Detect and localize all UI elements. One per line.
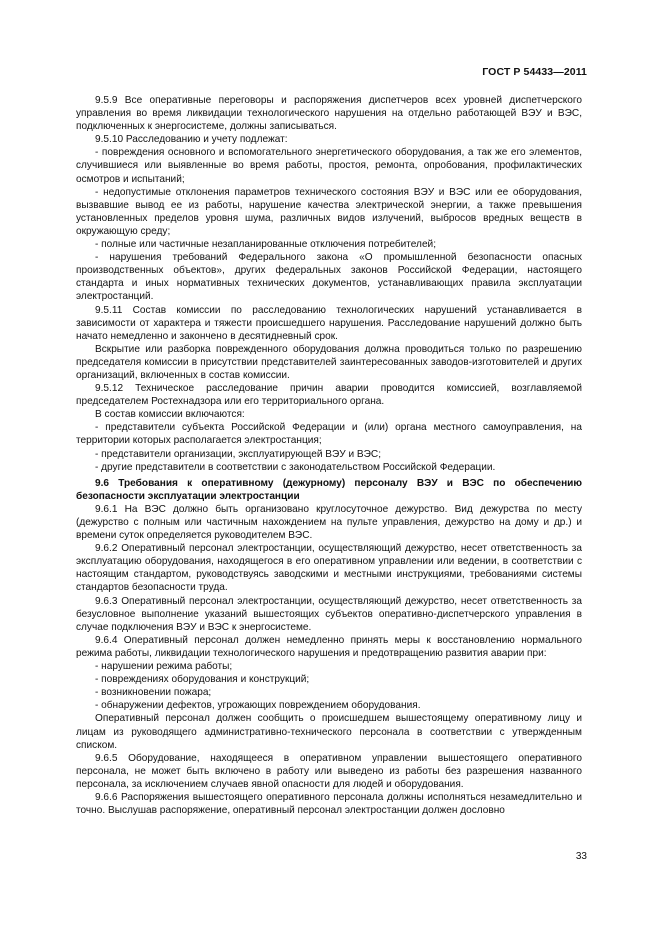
- list-item: - повреждения основного и вспомогательного энергетического оборудования, а так же его элементов, случившиеся или выявленные во время работы, простоя, ремонта, опробования, профилактических осмотров и испытаний;: [76, 147, 582, 185]
- page-body: [76, 94, 582, 817]
- list-item: - обнаружении дефектов, угрожающих повреждением оборудования.: [95, 700, 421, 712]
- list-item: - недопустимые отклонения параметров технического состояния ВЭУ и ВЭС или ее оборудования, вызвавшие вывод ее из работы, нарушение качества электрической энергии, а также превышения установленных пределов уровня шума, различных видов излучений, выбросов вредных веществ в окружающую среду;: [76, 186, 582, 237]
- list-item: - возникновении пожара;: [95, 687, 212, 699]
- paragraph: 9.6.4 Оперативный персонал должен немедленно принять меры к восстановлению нормального режима работы, ликвидации технологического нарушения и предотвращению развития аварии при:: [76, 634, 582, 659]
- paragraph: 9.5.12 Техническое расследование причин аварии проводится комиссией, возглавляемой председателем Ростехнадзора или его территориального органа.: [76, 383, 582, 408]
- list-item: - нарушения требований Федерального закона «О промышленной безопасности опасных производственных объектов», других федеральных законов Российской Федерации, настоящего стандарта и иных нормативных технических документов, устанавливающих правила эксплуатации электростанций.: [76, 252, 582, 303]
- list-item: - полные или частичные незапланированные отключения потребителей;: [95, 239, 437, 251]
- paragraph: 9.6.6 Распоряжения вышестоящего оперативного персонала должны исполняться незамедлительно и точно. Выслушав распоряжение, оперативный персонал электростанции должен дословно: [76, 791, 582, 817]
- list-item: - другие представители в соответствии с законодательством Российской Федерации.: [95, 461, 496, 473]
- paragraph: 9.6.2 Оперативный персонал электростанции, осуществляющий дежурство, несет ответственность за эксплуатацию оборудования, находящегося в его оперативном управлении или ведении, в соответствии с настоящим стандартом, руководствуясь заводскими и местными инструкциями, требованиями системы стандартов безопасности труда.: [76, 543, 582, 594]
- paragraph: 9.6.1 На ВЭС должно быть организовано круглосуточное дежурство. Вид дежурства по месту (дежурство с полным или частичным нахождением на пульте управления, дежурство на дому и др.) и времени суток определяется руководителем ВЭС.: [76, 503, 582, 542]
- list-item: - представители субъекта Российской Федерации и (или) органа местного самоуправления, на территории которых располагается электростанция;: [76, 422, 582, 447]
- paragraph: 9.6.5 Оборудование, находящееся в оперативном управлении вышестоящего оперативного персонала, не может быть включено в работу или выведено из работы без разрешения названного персонала, за исключением случаев явной опасности для людей и оборудования.: [76, 752, 582, 790]
- paragraph: В состав комиссии включаются:: [95, 409, 245, 421]
- list-item: - представители организации, эксплуатирующей ВЭУ и ВЭС;: [95, 448, 382, 460]
- paragraph: 9.6.3 Оперативный персонал электростанции, осуществляющий дежурство, несет ответственность за безусловное выполнение указаний вышестоящих субъектов оперативно-диспетчерского управления в случае подключения ВЭУ и ВЭС к энергосистеме.: [76, 595, 582, 633]
- paragraph: Оперативный персонал должен сообщить о происшедшем вышестоящему оперативному лицу и лицам из руководящего административно-технического персонала в соответствии с утвержденным списком.: [76, 713, 582, 751]
- list-item: - повреждениях оборудования и конструкций;: [95, 674, 310, 686]
- section-heading: 9.6 Требования к оперативному (дежурному) персоналу ВЭУ и ВЭС по обеспечению безопасности эксплуатации электростанции: [76, 477, 582, 502]
- paragraph: 9.5.10 Расследованию и учету подлежат:: [95, 134, 288, 146]
- list-item: - нарушении режима работы;: [95, 661, 233, 673]
- document-header: ГОСТ Р 54433—2011: [482, 66, 587, 78]
- paragraph: 9.5.9 Все оперативные переговоры и распоряжения диспетчеров всех уровней диспетчерского управления во время ликвидации технологического нарушения на отдельно работающей ВЭУ и ВЭС, подключенных к энергосистеме, должны записываться.: [76, 95, 582, 133]
- page-number: 33: [575, 851, 587, 862]
- paragraph: 9.5.11 Состав комиссии по расследованию технологических нарушений устанавливается в зависимости от характера и тяжести происшедшего нарушения. Расследование нарушений должно быть начато немедленно и закончено в десятидневный срок.: [76, 304, 582, 342]
- paragraph: Вскрытие или разборка поврежденного оборудования должна проводиться только по разрешению председателя комиссии в присутствии представителей заинтересованных заводов-изготовителей и других организаций, включенных в состав комиссии.: [76, 343, 582, 381]
